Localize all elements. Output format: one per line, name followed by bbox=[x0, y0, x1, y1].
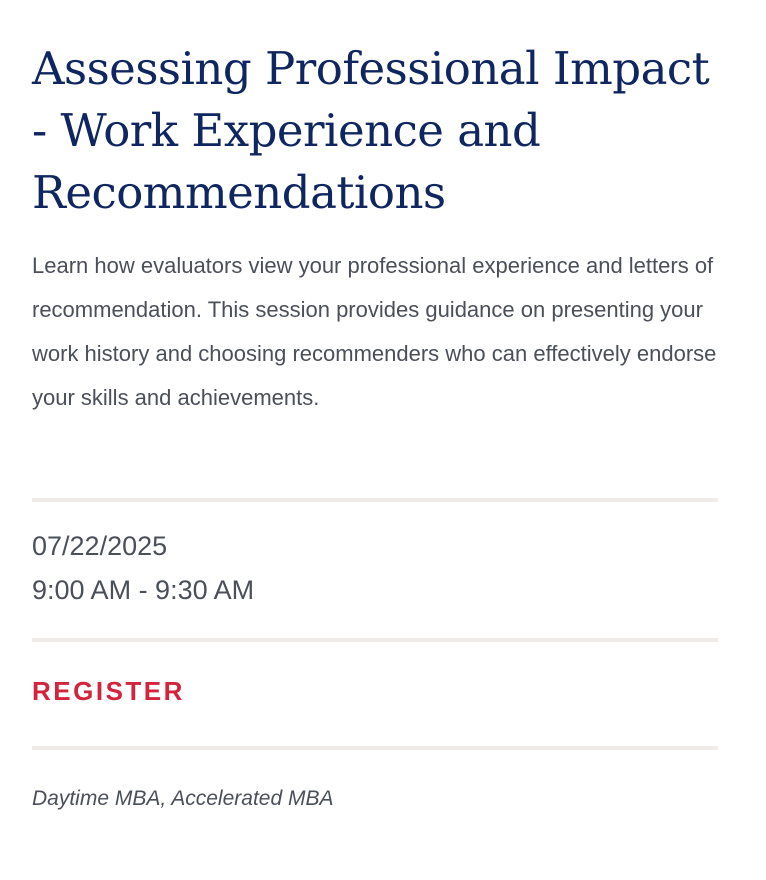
event-datetime bbox=[32, 502, 718, 638]
event-time: 9:00 AM - 9:30 AM bbox=[32, 575, 255, 605]
event-title: Assessing Professional Impact - Work Experience and Recommendations bbox=[32, 42, 710, 219]
divider bbox=[32, 746, 718, 750]
register-section bbox=[32, 642, 718, 746]
register-link[interactable]: REGISTER bbox=[32, 676, 185, 706]
event-date: 07/22/2025 bbox=[32, 531, 168, 561]
event-programs: Daytime MBA, Accelerated MBA bbox=[32, 787, 334, 810]
event-description: Learn how evaluators view your professional experience and letters of recommendation. This session provides guidance on presenting your work history and choosing recommenders who can effectively endorse your skills and achievements. bbox=[32, 253, 717, 410]
event-card bbox=[32, 0, 718, 814]
